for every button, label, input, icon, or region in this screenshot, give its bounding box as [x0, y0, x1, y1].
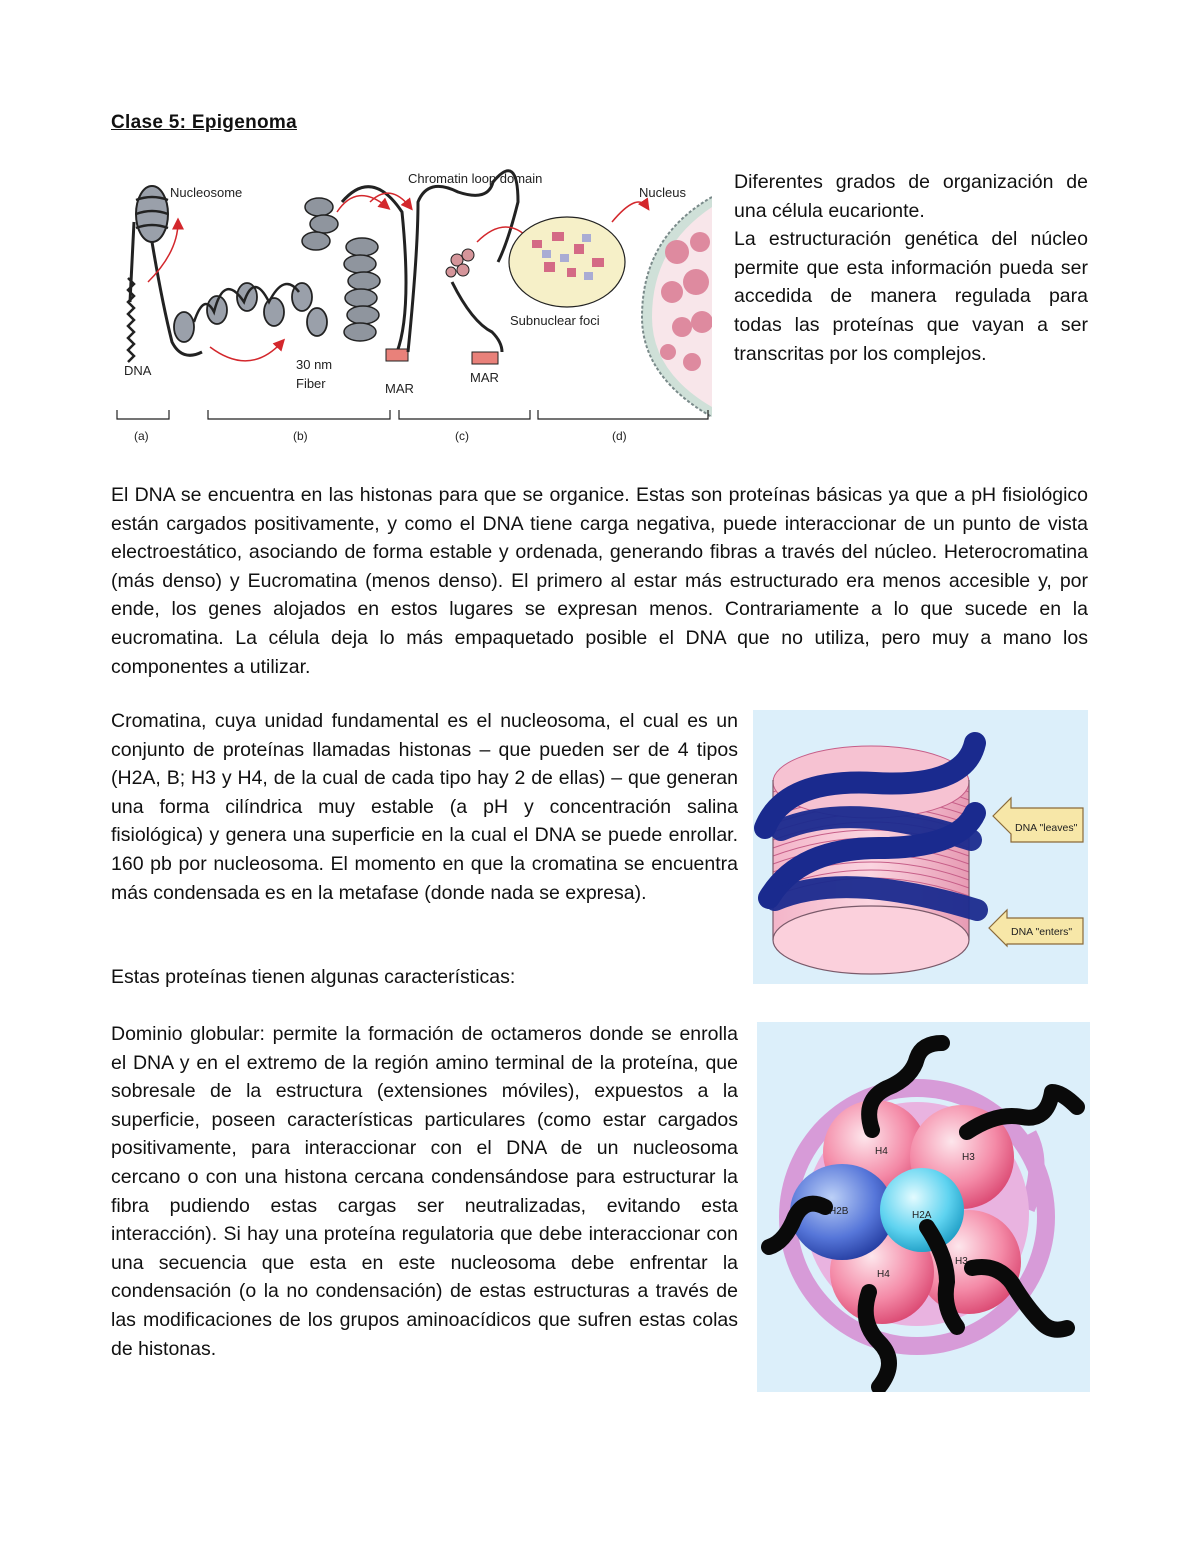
chromatin-organization-figure	[112, 162, 712, 452]
dna-enters-label: DNA "enters"	[1011, 926, 1073, 938]
chromatin-loop-label: Chromatin loop domain	[408, 171, 543, 186]
figure-description	[734, 168, 1088, 368]
panel-a-label: (a)	[134, 429, 149, 443]
paragraph-dominio-globular: Dominio globular: permite la formación de octameros donde se enrolla el DNA y en el extremo de la región amino terminal de la proteína, que sobresale de la estructura (extensiones móviles), expuestos a la superficie, poseen características particulares (como estar cargados positivamente, para interaccionar con el DNA de un nucleosoma cercano o con una histona cercana condensándose para estructurar la fibra pudiendo estas cargas ser neutralizadas, evitando esta interacción). Si hay una proteína regulatoria que debe interaccionar con una secuencia que esta en este nucleosoma debe enfrentar la condensación (o la no condensación) de estas estructuras a través de las modificaciones de los grupos aminoacídicos que sufren estas colas de histonas.	[111, 1023, 738, 1360]
h4-bottom-label: H4	[877, 1269, 890, 1280]
page-title: Clase 5: Epigenoma	[111, 112, 297, 133]
fiber-label-2: Fiber	[296, 376, 326, 391]
fiber-label-1: 30 nm	[296, 357, 333, 372]
panel-b-label: (b)	[293, 429, 308, 443]
subnuclear-label: Subnuclear foci	[510, 313, 600, 328]
nucleosome-shape	[136, 186, 168, 242]
paragraph-caracteristicas: Estas proteínas tienen algunas características:	[111, 966, 516, 988]
mar-label-2: MAR	[470, 370, 499, 385]
h4-top-label: H4	[875, 1146, 888, 1157]
side-paragraph-2: La estructuración genética del núcleo permite que esta información pueda ser accedida de manera regulada para todas las proteínas que vayan a ser transcritas por los complejos.	[734, 228, 1088, 365]
nucleosome-label: Nucleosome	[170, 185, 243, 200]
mar-label-1: MAR	[385, 381, 414, 396]
panel-c-label: (c)	[455, 429, 469, 443]
dna-label: DNA	[124, 363, 152, 378]
nucleus-label: Nucleus	[639, 185, 686, 200]
h3-bottom-label: H3	[955, 1256, 968, 1267]
paragraph-dna-histones: El DNA se encuentra en las histonas para que se organice. Estas son proteínas básicas ya que a pH fisiológico están cargados positivamente, y como el DNA tiene carga negativa, puede interaccionar de un punto de vista electroestático, asociando de forma estable y ordenada, generando fibras a través del núcleo. Heterocromatina (más denso) y Eucromatina (menos denso). El primero al estar más estructurado era menos accesible y, por ende, los genes alojados en estos lugares se expresan menos. Contrariamente a lo que sucede en la eucromatina. La célula deja lo más empaquetado posible el DNA que no utiliza, pero muy a mano los componentes a utilizar.	[111, 484, 1088, 678]
panel-d-label: (d)	[612, 429, 627, 443]
dna-leaves-label: DNA "leaves"	[1015, 822, 1078, 834]
nucleosome-cylinder-figure	[753, 710, 1088, 984]
h2b-label: H2B	[829, 1206, 849, 1217]
side-paragraph-1: Diferentes grados de organización de una célula eucarionte.	[734, 171, 1088, 222]
h2a-label: H2A	[912, 1210, 932, 1221]
histone-octamer-figure	[757, 1022, 1090, 1392]
h3-top-label: H3	[962, 1152, 975, 1163]
paragraph-cromatina: Cromatina, cuya unidad fundamental es el nucleosoma, el cual es un conjunto de proteínas llamadas histonas – que pueden ser de 4 tipos (H2A, B; H3 y H4, de la cual de cada tipo hay 2 de ellas) – que generan una forma cilíndrica muy estable (a pH y concentración salina fisiológica) y genera una superficie en la cual el DNA se puede enrollar. 160 pb por nucleosoma. El momento en que la cromatina se encuentra más condensada es en la metafase (donde nada se expresa).	[111, 710, 738, 904]
